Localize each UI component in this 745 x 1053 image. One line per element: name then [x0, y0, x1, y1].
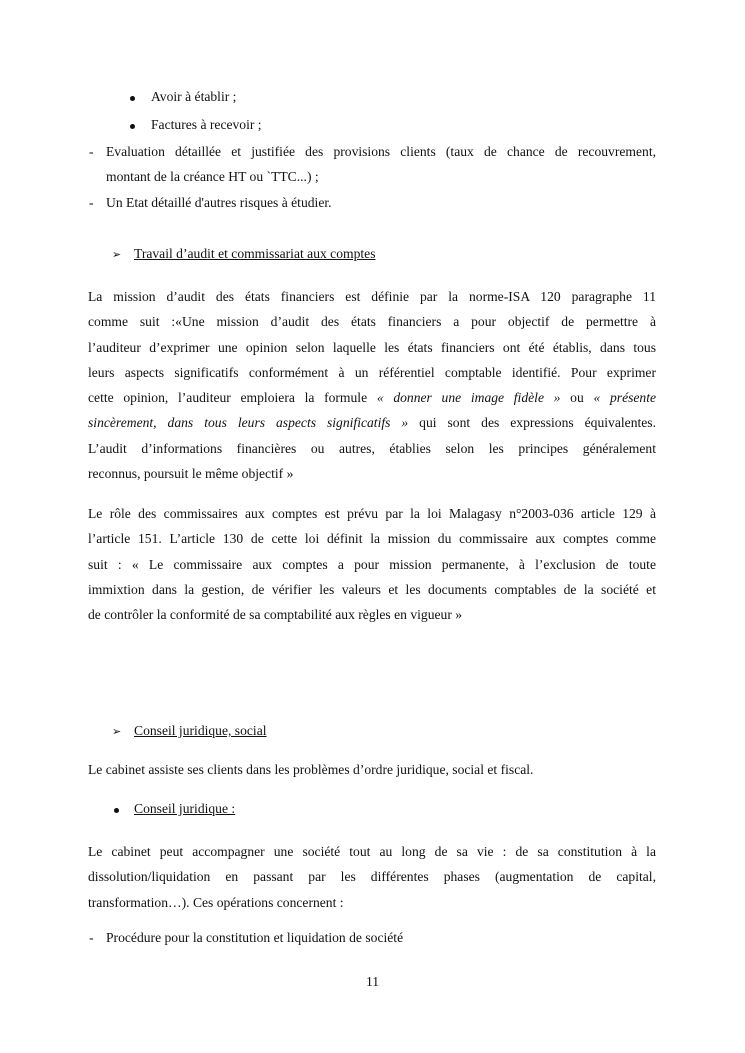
- audit-paragraph-1: [88, 284, 656, 486]
- arrow-bullet-icon: ➢: [112, 248, 122, 261]
- paragraph-line: comme suit :«Une mission d’audit des états financiers a pour objectif de permettre à: [88, 314, 656, 330]
- conseil-intro: Le cabinet assiste ses clients dans les problèmes d’ordre juridique, social et fiscal.: [88, 762, 534, 777]
- dash-item-text: Un Etat détaillé d'autres risques à étudier.: [106, 195, 332, 210]
- bullet-icon: [114, 808, 119, 813]
- bullet-icon: [130, 124, 135, 129]
- dash-item-line: montant de la créance HT ou `TTC...) ;: [106, 169, 319, 184]
- paragraph-line: cette opinion, l’auditeur emploiera la formule « donner une image fidèle » ou « présente: [88, 390, 657, 406]
- paragraph-line: suit : « Le commissaire aux comptes a pour mission permanente, à l’exclusion de toute: [88, 556, 656, 572]
- section-heading-conseil: Conseil juridique, social: [134, 723, 267, 738]
- dash-item-line: Evaluation détaillée et justifiée des provisions clients (taux de chance de recouvrement,: [106, 144, 656, 159]
- quote-italic: « présente: [593, 390, 657, 406]
- paragraph-line: dissolution/liquidation en passant par les différentes phases (augmentation de capital,: [88, 869, 656, 885]
- page-number: 11: [365, 974, 380, 989]
- paragraph-line: de contrôler la conformité de sa comptabilité aux règles en vigueur »: [88, 607, 463, 623]
- paragraph-line: l’article 151. L’article 130 de cette loi définit la mission du commissaire aux comptes comme: [88, 531, 656, 547]
- audit-paragraph-2: [88, 501, 656, 627]
- paragraph-line: La mission d’audit des états financiers est définie par la norme-ISA 120 paragraphe 11: [88, 289, 656, 304]
- dash-icon: -: [89, 195, 94, 210]
- bullet-icon: [130, 96, 135, 101]
- paragraph-line: transformation…). Ces opérations concernent :: [88, 894, 344, 910]
- paragraph-line: immixtion dans la gestion, de vérifier les valeurs et les documents comptables de la société et: [88, 581, 656, 597]
- arrow-bullet-icon: ➢: [112, 725, 122, 738]
- paragraph-line: sincèrement, dans tous leurs aspects significatifs » qui sont des expressions équivalentes.: [88, 415, 656, 431]
- paragraph-line: reconnus, poursuit le même objectif »: [88, 466, 294, 482]
- sub-heading-conseil-juridique: Conseil juridique :: [134, 801, 236, 816]
- dash-icon: -: [89, 930, 94, 945]
- bullet-item: Avoir à établir ;: [151, 89, 237, 104]
- paragraph-line: Le rôle des commissaires aux comptes est prévu par la loi Malagasy n°2003-036 article 129 à: [88, 506, 656, 521]
- paragraph-line: Le cabinet peut accompagner une société tout au long de sa vie : de sa constitution à la: [88, 844, 656, 859]
- paragraph-line: l’auditeur d’exprimer une opinion selon laquelle les états financiers ont été établis, dans tous: [88, 339, 656, 355]
- dash-item-text: [106, 144, 656, 160]
- paragraph-line: L’audit d’informations financières ou autres, établies selon les principes généralement: [88, 440, 656, 456]
- section-heading-audit: Travail d’audit et commissariat aux comptes: [134, 246, 376, 261]
- quote-italic: sincèrement, dans tous leurs aspects significatifs »: [88, 415, 409, 431]
- dash-item-text: Procédure pour la constitution et liquidation de société: [106, 930, 404, 945]
- bullet-item: Factures à recevoir ;: [151, 117, 262, 132]
- quote-italic: « donner une image fidèle »: [376, 390, 561, 406]
- conseil-paragraph: [88, 839, 656, 915]
- dash-icon: -: [89, 144, 94, 159]
- paragraph-line: leurs aspects significatifs conformément à un référentiel comptable identifié. Pour exprimer: [88, 364, 656, 380]
